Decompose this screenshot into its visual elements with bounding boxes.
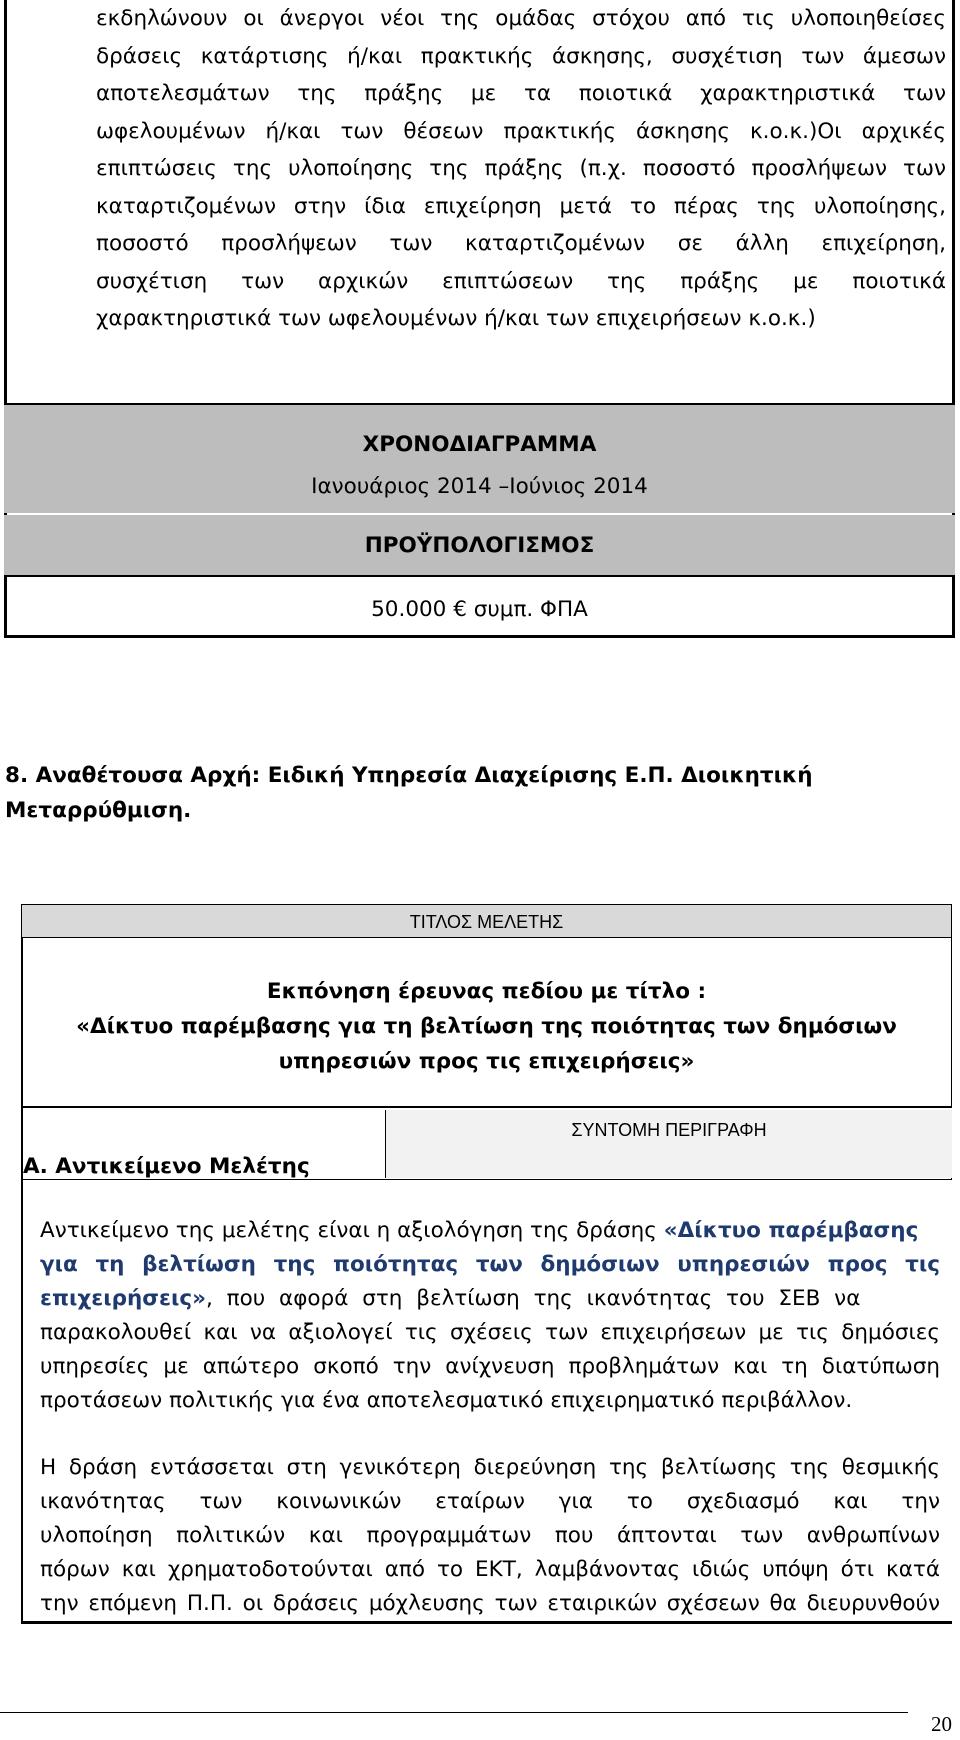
description-label: ΣΥΝΤΟΜΗ ΠΕΡΙΓΡΑΦΗ bbox=[571, 1120, 767, 1140]
description-header-row bbox=[21, 1110, 952, 1180]
paragraph-line: την επόμενη Π.Π. οι δράσεις μόχλευσης των εταιρικών σχέσεων θα διευρυνθούν bbox=[40, 1591, 940, 1616]
schedule-band bbox=[4, 403, 955, 513]
paragraph-line bbox=[40, 1282, 940, 1316]
action-name-highlight: επιχειρήσεις» bbox=[40, 1286, 206, 1311]
paragraph-line: προτάσεων πολιτικής για ένα αποτελεσματικό επιχειρηματικό περιβάλλον. bbox=[40, 1388, 853, 1413]
section-heading-line: 8. Αναθέτουσα Αρχή: Ειδική Υπηρεσία Διαχείρισης Ε.Π. Διοικητική bbox=[5, 763, 813, 788]
study-title-label: ΤΙΤΛΟΣ ΜΕΛΕΤΗΣ bbox=[409, 912, 564, 932]
intro-paragraph bbox=[96, 0, 946, 338]
study-title-line: Εκπόνηση έρευνας πεδίου με τίτλο : bbox=[266, 979, 707, 1004]
study-title bbox=[22, 974, 951, 1079]
paragraph-line: υλοποίηση πολιτικών και προγραμμάτων που άπτονται των ανθρωπίνων bbox=[40, 1523, 940, 1548]
section-heading-line: Μεταρρύθμιση. bbox=[5, 798, 192, 823]
study-title-line: υπηρεσιών προς τις επιχειρήσεις» bbox=[278, 1049, 695, 1074]
paragraph-text: , που αφορά στη βελτίωση της ικανότητας του ΣΕΒ να bbox=[206, 1286, 861, 1311]
budget-band bbox=[4, 515, 955, 577]
intro-line: συσχέτιση των αρχικών επιπτώσεων της πράξης με ποιοτικά bbox=[96, 268, 946, 294]
paragraph-line: Η δράση εντάσσεται στη γενικότερη διερεύνηση της βελτίωσης της θεσμικής bbox=[40, 1455, 940, 1480]
paragraph-line: υπηρεσίες με απώτερο σκοπό την ανίχνευση προβλημάτων και τη διατύπωση bbox=[40, 1354, 940, 1379]
description-header bbox=[385, 1110, 952, 1178]
intro-line: ποσοστό προσλήψεων των καταρτιζομένων σε άλλη επιχείρηση, bbox=[96, 231, 946, 256]
context-paragraph bbox=[40, 1451, 940, 1621]
intro-line: αποτελεσμάτων της πράξης με τα ποιοτικά χαρακτηριστικά των bbox=[96, 81, 946, 106]
study-title-cell bbox=[21, 938, 952, 1108]
paragraph-text: Αντικείμενο της μελέτης είναι η αξιολόγηση της δράσης bbox=[40, 1218, 664, 1243]
paragraph-line bbox=[40, 1214, 940, 1248]
paragraph-line: ικανότητας των κοινωνικών εταίρων για το σχεδιασμό και την bbox=[40, 1489, 940, 1514]
schedule-period: Ιανουάριος 2014 –Ιούνιος 2014 bbox=[311, 474, 648, 499]
schedule-title: ΧΡΟΝΟΔΙΑΓΡΑΜΜΑ bbox=[362, 432, 597, 457]
study-title-line: «Δίκτυο παρέμβασης για τη βελτίωση της ποιότητας των δημόσιων bbox=[76, 1014, 897, 1039]
intro-line: χαρακτηριστικά των ωφελουμένων ή/και των επιχειρήσεων κ.ο.κ.) bbox=[96, 306, 816, 331]
intro-line: δράσεις κατάρτισης ή/και πρακτικής άσκησης, συσχέτιση των άμεσων bbox=[96, 43, 946, 69]
study-title-header bbox=[21, 904, 952, 938]
budget-value: 50.000 € συμπ. ΦΠΑ bbox=[371, 597, 588, 622]
intro-line: εκδηλώνουν οι άνεργοι νέοι της ομάδας στόχου από τις υλοποιηθείσες bbox=[96, 6, 946, 31]
intro-line: ωφελουμένων ή/και των θέσεων πρακτικής άσκησης κ.ο.κ.)Οι αρχικές bbox=[96, 118, 946, 144]
action-name-highlight: για τη βελτίωση της ποιότητας των δημόσιων υπηρεσιών προς τις bbox=[40, 1252, 940, 1277]
intro-line: καταρτιζομένων στην ίδια επιχείρηση μετά το πέρας της υλοποίησης, bbox=[96, 193, 946, 219]
section-heading bbox=[5, 758, 905, 828]
paragraph-line: παρακολουθεί και να αξιολογεί τις σχέσεις των επιχειρήσεων με τις δημόσιες bbox=[40, 1320, 940, 1345]
object-label: Α. Αντικείμενο Μελέτης bbox=[23, 1154, 310, 1179]
description-paragraph bbox=[40, 1214, 940, 1418]
page-number: 20 bbox=[931, 1712, 952, 1736]
footer-rule bbox=[0, 1712, 908, 1713]
budget-title: ΠΡΟΫΠΟΛΟΓΙΣΜΟΣ bbox=[364, 533, 595, 558]
intro-line: επιπτώσεις της υλοποίησης της πράξης (π.χ. ποσοστό προσλήψεων των bbox=[96, 156, 946, 181]
paragraph-line: πόρων και χρηματοδοτούνται από το ΕΚΤ, λαμβάνοντας ιδιώς υπόψη ότι κατά bbox=[40, 1557, 940, 1582]
action-name-highlight: «Δίκτυο παρέμβασης bbox=[663, 1218, 919, 1243]
